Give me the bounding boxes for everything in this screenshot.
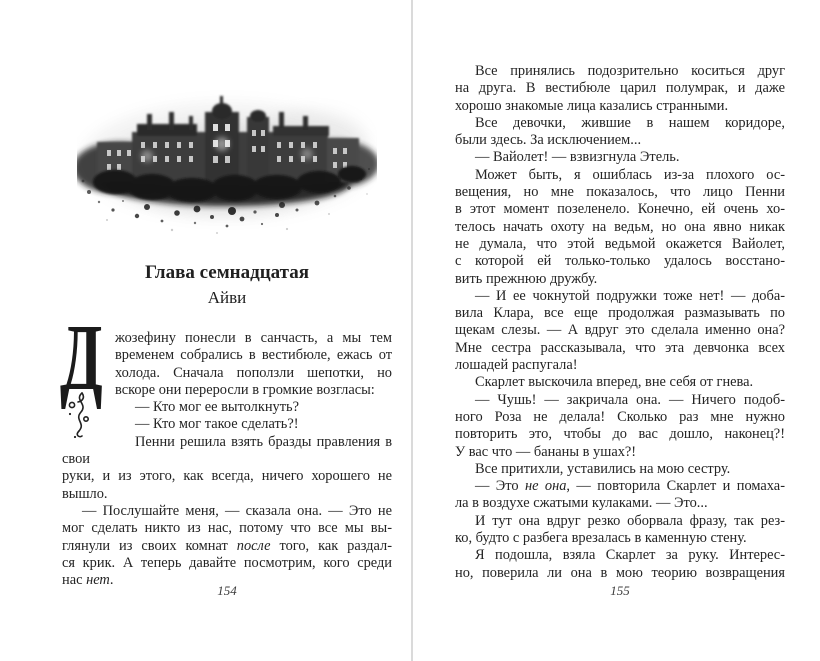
paragraph [455, 478, 785, 513]
text-line: Мне сестра рассказывала, что эта девчонка всех [455, 339, 785, 356]
text-line: мог сделать никто из нас, потому что все мы вы- [62, 520, 392, 537]
text-line: вить прежнюю дружбу. [455, 270, 598, 287]
text-line: руки, и из этого, как всегда, ничего хорошего не [62, 468, 392, 485]
paragraph [455, 288, 785, 374]
text-line: У вас что — бананы в ушах?! [455, 443, 637, 460]
text-line: телось начать охоту на ведьм, но она явно никак [455, 218, 785, 235]
page-number-left: 154 [217, 583, 237, 598]
paragraph [455, 167, 785, 288]
text-line: — Кто мог такое сделать?! [135, 416, 299, 433]
text-line: Все принялись подозрительно коситься друг [475, 63, 785, 79]
paragraph [455, 374, 785, 391]
text-line: вещения, но мне показалось, что лицо Пенни [455, 184, 785, 201]
dropcap [60, 306, 115, 434]
chapter-subtitle: Айви [207, 288, 247, 307]
page-gutter-divider [411, 0, 413, 661]
text-line: жозефину понесли в санчасть, а мы тем [115, 330, 392, 346]
page-left[interactable] [62, 0, 392, 661]
left-page-text [60, 306, 392, 589]
text-line: нас нет. [62, 572, 114, 589]
paragraph [455, 115, 785, 150]
text-line: с которой ей только-только удалось восстано- [455, 253, 785, 270]
text-line: — Это не она, — повторила Скарлет и помаха- [475, 478, 785, 495]
text-line: Скарлет выскочила вперед, вне себя от гнева. [475, 374, 754, 391]
dropcap-letter: Д [60, 306, 103, 410]
text-line: вскоре они переросли в громкие возгласы: [115, 381, 375, 398]
text-line: не думала, что этой ведьмой окажется Вайолет, [455, 235, 785, 252]
text-line: — Послушайте меня, — сказала она. — Это не [82, 502, 392, 519]
text-line: вышло. [62, 485, 108, 502]
page-right[interactable] [455, 0, 785, 661]
text-line: в этот момент позеленело. Конечно, ей очень хо- [455, 201, 785, 218]
text-line: на друга. В вестибюле царил полумрак, и даже [455, 80, 785, 97]
text-line: глянули из своих комнат после того, как раздал- [62, 537, 392, 554]
paragraph [455, 513, 785, 548]
text-line: щекам слезы. — А вдруг это сделала именно она? [455, 322, 785, 339]
text-line: ла в воздухе сжатыми кулаками. — Это... [455, 495, 708, 512]
text-line: ко, будто с разбега врезалась в каменную стену. [455, 530, 747, 547]
text-line: повторить это, чтобы до вас дошло, наконец?! [455, 426, 785, 443]
text-line: лошадей распугала! [455, 357, 578, 374]
text-line: хорошо знакомые лица казались странными. [455, 97, 729, 114]
text-line: — Вайолет! — взвизгнула Этель. [475, 149, 680, 166]
paragraph [455, 547, 785, 582]
text-line: И тут она вдруг резко оборвала фразу, так рез- [475, 512, 785, 529]
paragraph [62, 503, 392, 589]
text-line: вила Клара, все еще продолжая размазывать по [455, 305, 785, 322]
paragraph [455, 149, 785, 166]
text-line: холода. Сначала поползли шепотки, но [115, 364, 392, 381]
paragraph [455, 461, 785, 478]
text-line: — Кто мог ее вытолкнуть? [135, 399, 299, 416]
page-number-right: 155 [610, 583, 630, 598]
manor-illustration [77, 84, 377, 236]
text-line: ся крик. А теперь давайте посмотрим, кого среди [62, 554, 392, 571]
text-line: — Чушь! — закричала она. — Ничего подоб- [475, 391, 785, 408]
text-line: были здесь. За исключением... [455, 132, 642, 149]
text-line: Все притихли, уставились на мою сестру. [475, 460, 731, 477]
chapter-title: Глава семнадцатая [144, 262, 309, 283]
text-line: ного Роза не делала! Сколько раз мне нужно [455, 408, 785, 425]
flourish-icon [67, 392, 93, 438]
text-line: — И ее чокнутой подружки тоже нет! — доба- [475, 287, 785, 304]
right-page-text [455, 63, 785, 582]
text-line: Я подошла, взяла Скарлет за руку. Интерес- [475, 547, 785, 564]
text-line: Пенни решила взять бразды правления в свои [62, 433, 392, 468]
paragraph [455, 392, 785, 461]
text-line: но, поверила ли она в мою теорию возвращения [455, 564, 785, 581]
text-line: Может быть, я ошиблась из-за плохого ос- [475, 166, 785, 183]
text-line: временем собрались в вестибюле, ежась от [115, 347, 392, 364]
text-line: Все девочки, жившие в нашем коридоре, [475, 114, 785, 131]
paragraph [62, 434, 392, 503]
paragraph [455, 63, 785, 115]
